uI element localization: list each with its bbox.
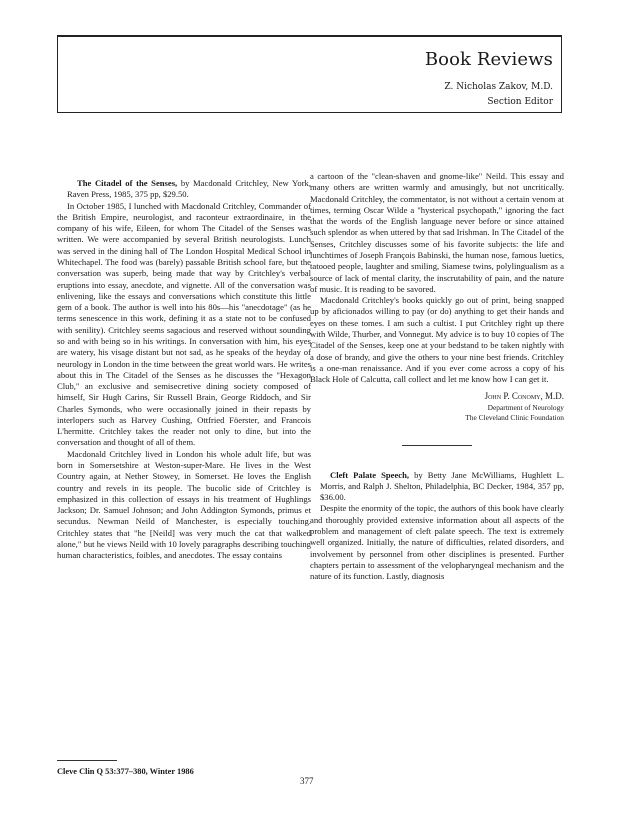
journal-citation: Cleve Clin Q 53:377–380, Winter 1986: [57, 767, 194, 776]
editor-role: Section Editor: [487, 97, 553, 107]
section-title: Book Reviews: [424, 49, 553, 70]
page-number: 377: [300, 776, 314, 786]
left-column: [57, 178, 311, 562]
reviewer-signature: John P. Conomy, M.D.: [484, 391, 564, 402]
review-paragraph: Despite the enormity of the topic, the authors of this book have clearly and thoroughly provided extensive information about all aspects of the problem and management of cleft palate speech. The text is extremely well organized. Initially, the nature of difficulties, related disorders, and involvement by personnel from other disciplines is presented. Further chapters pertain to assessment of the velopharyngeal mechanism and the nature of its function. Lastly, diagnosis: [310, 503, 564, 582]
book-byline: by Macdonald Critchley, New York, Raven Press, 1985, 375 pp, $29.50.: [67, 178, 312, 200]
section-header-box: [57, 35, 562, 113]
review-paragraph: In October 1985, I lunched with Macdonald Critchley, Commander of the British Empire, neurologist, and raconteur extraordinaire, in the company of his wife, Eileen, for whom The Citadel of the Senses was written. We were accompanied by several British neurologists. Lunch was served in the dining hall of The London Hospital Medical School in Whitechapel. The food was (barely) passable British school fare, but the conversation was superb, being made that way by Critchley's verbal eruptions into essay, anecdote, and vignette. All of the conversation was enlivening, like the essays and conversations which constitute this little gem of a book. The author is well into his 80s—his "anecdotage" (as he terms senescence in this work, defining it as a state not to be confused with senility). Critchley seems sagacious and reserved without sounding so and with being so in his writings. In conversation with him, his eyes are watery, his visage distant but not sad, as he speaks of the heyday of neurology in London in the time between the great world wars. He writes about this in The Citadel of the Senses as he discusses the "Hexagon Club," an exclusive and semisecretive dining society composed of himself, Sir Hugh Carins, Sir Russell Brain, George Riddoch, and Sir Charles Symonds, who were occasionally joined in their repasts by interlopers such as Harvey Cushing, Ottfried Föerster, and Francois L'hermitte. Critchley takes the reader not only to dine, but into the conversation and thought of all of them.: [57, 200, 311, 448]
review-paragraph: Macdonald Critchley's books quickly go out of print, being snapped up by aficionados willing to pay (or do) anything to get their hands and eyes on these tomes. I am such a cultist. I put Critchley right up there with Wilde, Thurber, and Vonnegut. My advice is to buy 10 copies of The Citadel of the Senses, keep one at your bedstand to be taken nightly with a dose of brandy, and give the others to your nine best friends. Critchley is a one-man renaissance. And if you ever come across a copy of his Black Hole of Calcutta, call collect and let me know how I can get it.: [310, 295, 564, 385]
book-title: The Citadel of the Senses,: [77, 178, 178, 188]
review-heading: [310, 470, 564, 504]
review-paragraph: a cartoon of the "clean-shaven and gnome-like" Neild. This essay and many others are written warmly and amusingly, but not uncritically. Macdonald Critchley, the commentator, is not without a certain venom at times, terming Oscar Wilde a "hysterical psychopath," ignoring the fact that the words of the English language never before or since attained such splendor as when uttered by that sad Irishman. In The Citadel of the Senses, Critchley discusses some of his favorite subjects: the life and lunchtimes of Joseph François Babinski, the human nose, famous luetics, tatooed people, laughter and smiling, Siamese twins, polylingualism as a source of lack of mental clarity, the inscrutability of pain, and the nature of music. It is reading to be savored.: [310, 171, 564, 294]
footer-rule: [57, 760, 117, 761]
review-divider: [402, 445, 472, 446]
book-title: Cleft Palate Speech,: [330, 469, 410, 480]
reviewer-organization: The Cleveland Clinic Foundation: [465, 412, 564, 422]
editor-name: Z. Nicholas Zakov, M.D.: [444, 82, 553, 92]
reviewer-department: Department of Neurology: [487, 402, 564, 412]
review-paragraph: Macdonald Critchley lived in London his whole adult life, but was born in Somersetshire at Weston-super-Mare. He lives in the West Country again, at Nether Stowey, in Somerset. He loves the English country and revels in its people. The bucolic side of Critchley is emphasized in this collection of essays in his treatment of Hughlings Jackson; Dr. Samuel Johnson; and John Addington Symonds, primus et secundus. Newman Neild of Manchester, is especially touching. Critchley states that "he [Neild] was very much the cat that walked alone," but he views Neild with 10 lovely paragraphs describing touching human characteristics, foibles, and anecdotes. The essay contains: [57, 448, 311, 561]
right-column: [310, 171, 564, 582]
review-heading: [57, 178, 311, 201]
book-byline: by Betty Jane McWilliams, Hughlett L. Morris, and Ralph J. Shelton, Philadelphia, BC Decker, 1984, 357 pp, $36.00.: [320, 469, 564, 503]
